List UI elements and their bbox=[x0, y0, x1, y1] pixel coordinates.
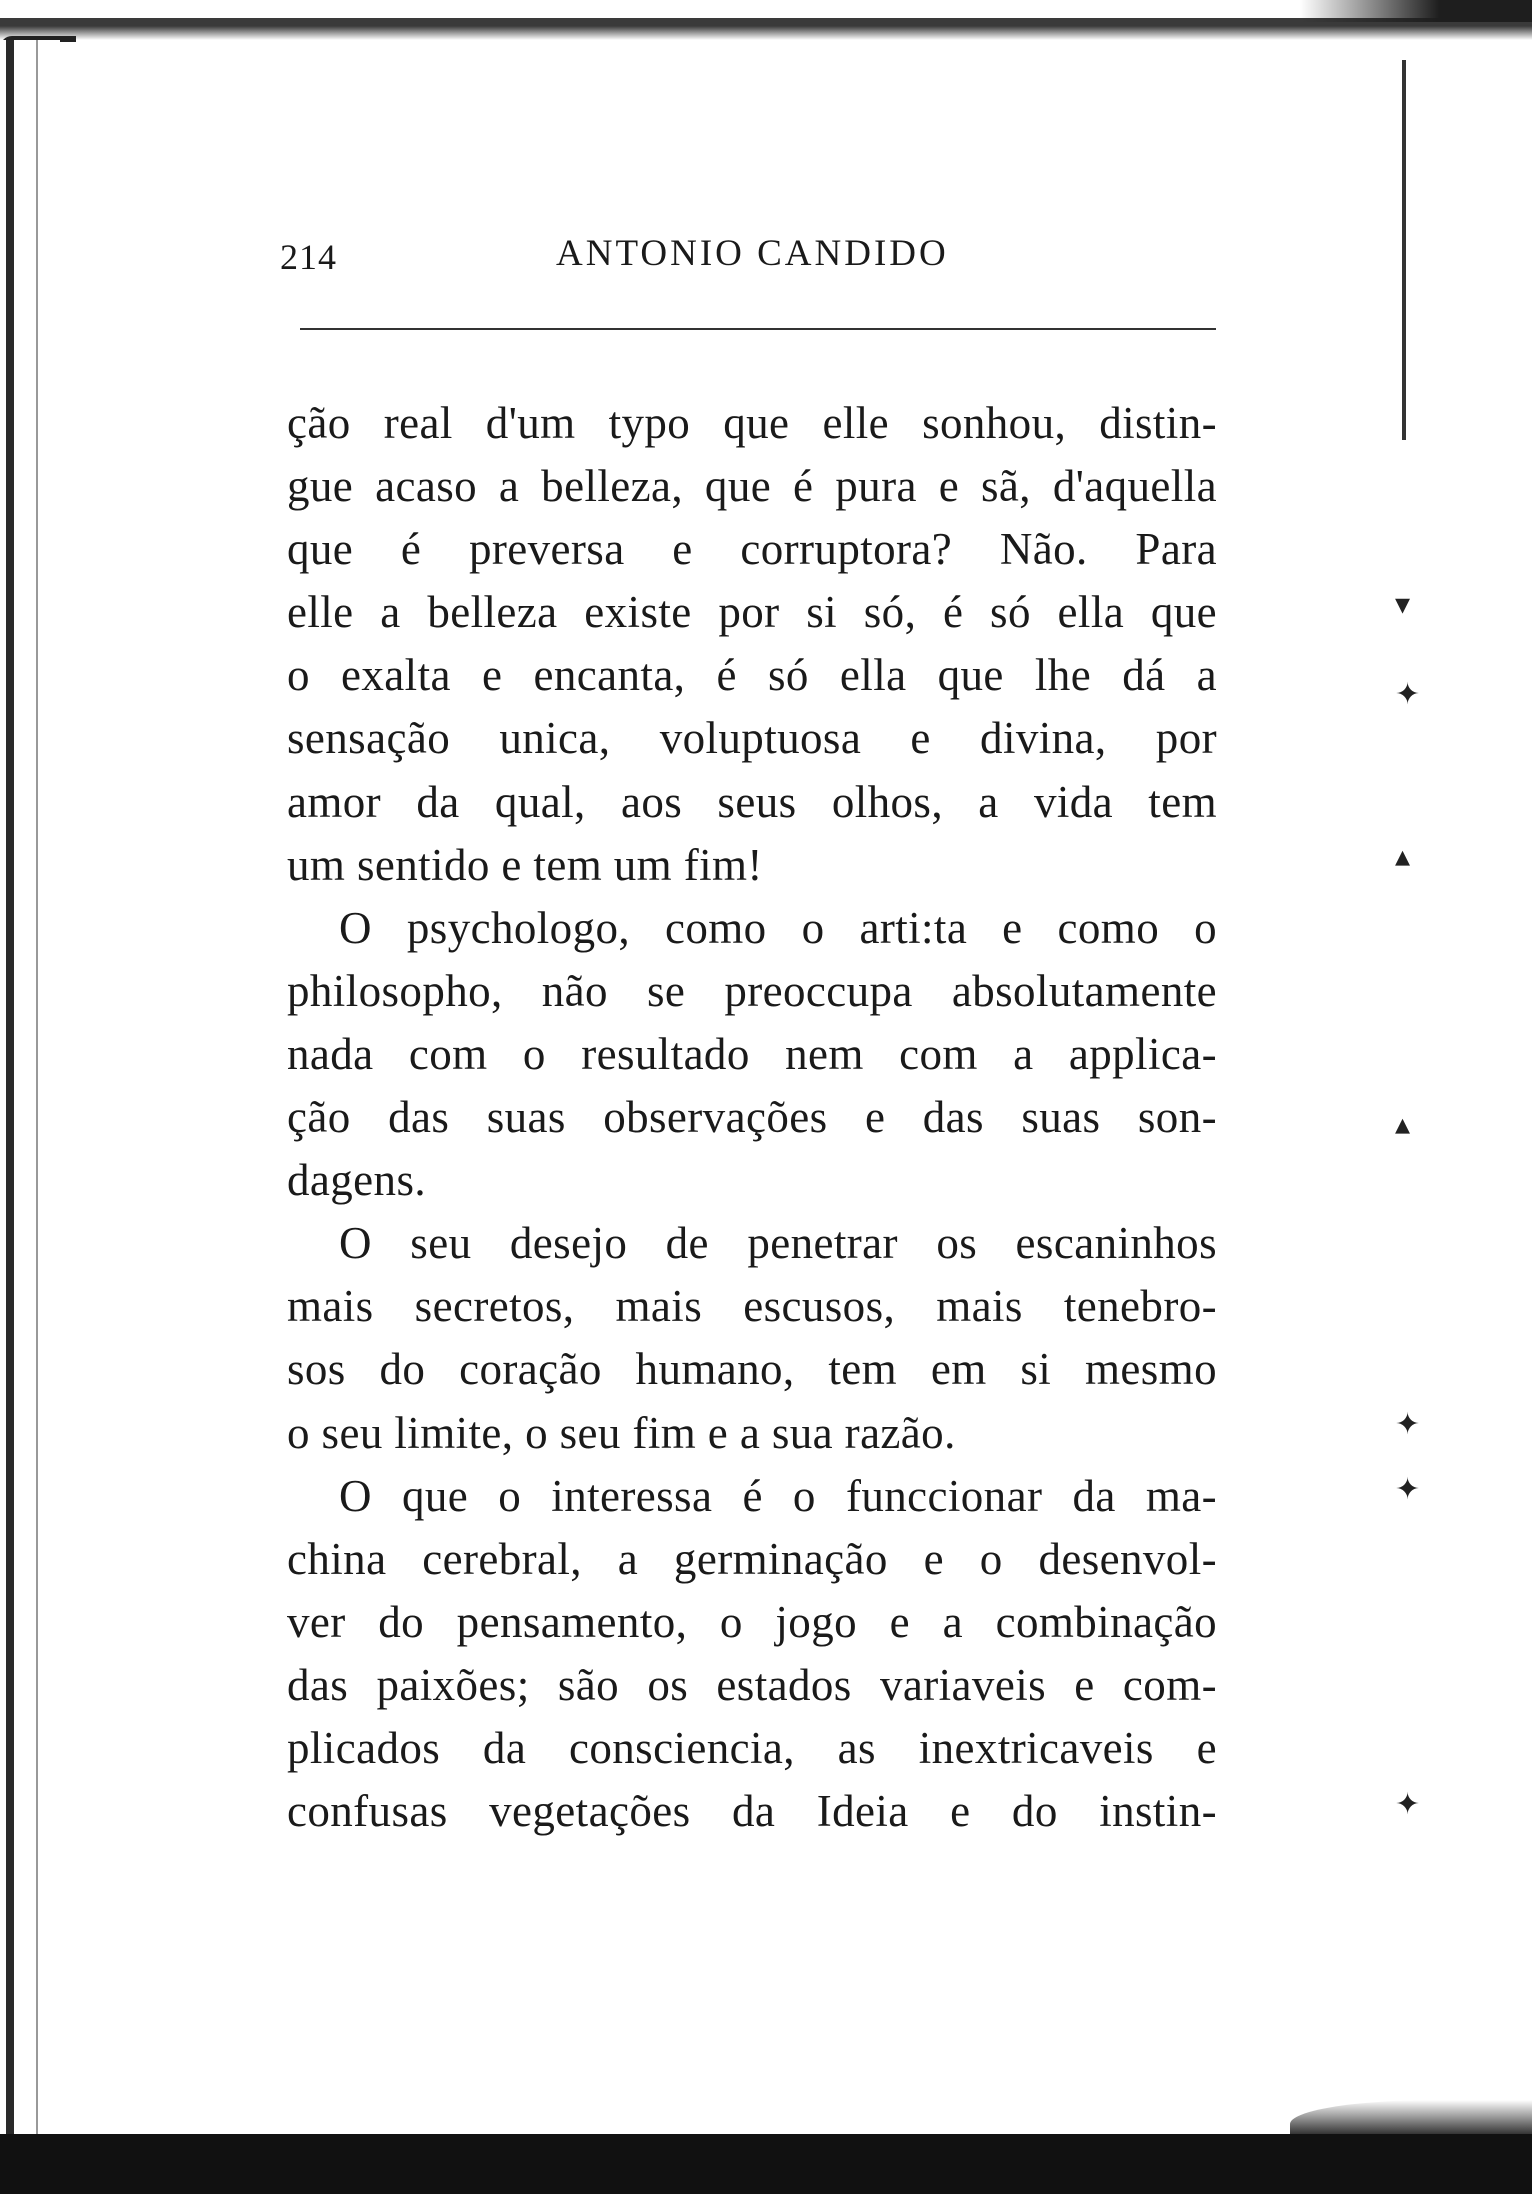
margin-mark-icon: ✦ bbox=[1395, 1788, 1421, 1821]
paragraph bbox=[287, 897, 1217, 1212]
margin-mark-icon: ▴ bbox=[1395, 840, 1411, 873]
scan-top-shadow bbox=[1300, 0, 1532, 22]
paragraph bbox=[287, 392, 1217, 897]
header-rule bbox=[300, 328, 1216, 330]
text-line: ver do pensamento, o jogo e a combinação bbox=[287, 1596, 1217, 1647]
paragraph bbox=[287, 1212, 1217, 1464]
text-line: das paixões; são os estados variaveis e com- bbox=[287, 1659, 1217, 1710]
body-text bbox=[287, 392, 1217, 1843]
text-line: O seu desejo de penetrar os escaninhos bbox=[339, 1218, 1217, 1269]
text-line: ção real d'um typo que elle sonhou, distin- bbox=[287, 398, 1217, 448]
text-line: sos do coração humano, tem em si mesmo bbox=[287, 1344, 1217, 1395]
margin-mark-icon: ✦ bbox=[1395, 1473, 1421, 1506]
page-number: 214 bbox=[280, 237, 337, 277]
text-line: china cerebral, a germinação e o desenvol- bbox=[287, 1533, 1217, 1584]
scan-left-binding bbox=[0, 40, 60, 2194]
text-line: philosopho, não se preoccupa absolutamente bbox=[287, 965, 1217, 1016]
text-line: mais secretos, mais escusos, mais tenebro- bbox=[287, 1281, 1217, 1332]
text-line: o seu limite, o seu fim e a sua razão. bbox=[287, 1407, 956, 1458]
margin-mark-icon: ✦ bbox=[1395, 678, 1421, 711]
text-line: plicados da consciencia, as inextricaveis e bbox=[287, 1722, 1217, 1773]
text-line: confusas vegetações da Ideia e do instin- bbox=[287, 1786, 1217, 1837]
text-line: O psychologo, como o arti:ta e como o bbox=[339, 902, 1217, 953]
text-line: o exalta e encanta, é só ella que lhe dá a bbox=[287, 650, 1217, 701]
text-line: amor da qual, aos seus olhos, a vida tem bbox=[287, 776, 1217, 827]
paragraph bbox=[287, 1465, 1217, 1844]
text-line: que é preversa e corruptora? Não. Para bbox=[287, 524, 1217, 575]
text-line: elle a belleza existe por si só, é só ella que bbox=[287, 587, 1217, 638]
running-head bbox=[280, 232, 1220, 280]
scan-right-margin-marks bbox=[1395, 250, 1425, 2150]
margin-mark-icon: ▾ bbox=[1395, 588, 1411, 621]
margin-mark-icon: ✦ bbox=[1395, 1408, 1421, 1441]
text-line: ção das suas observações e das suas son- bbox=[287, 1092, 1217, 1143]
text-line: dagens. bbox=[287, 1155, 427, 1206]
margin-mark-icon: ▴ bbox=[1395, 1108, 1411, 1141]
text-line: gue acaso a belleza, que é pura e sã, d'aquella bbox=[287, 461, 1217, 512]
text-line: um sentido e tem um fim! bbox=[287, 839, 763, 890]
running-title: ANTONIO CANDIDO bbox=[556, 233, 949, 274]
scan-bottom-edge bbox=[0, 2134, 1532, 2194]
text-line: O que o interessa é o funccionar da ma- bbox=[339, 1470, 1217, 1521]
text-line: sensação unica, voluptuosa e divina, por bbox=[287, 713, 1217, 764]
text-line: nada com o resultado nem com a applica- bbox=[287, 1028, 1217, 1079]
